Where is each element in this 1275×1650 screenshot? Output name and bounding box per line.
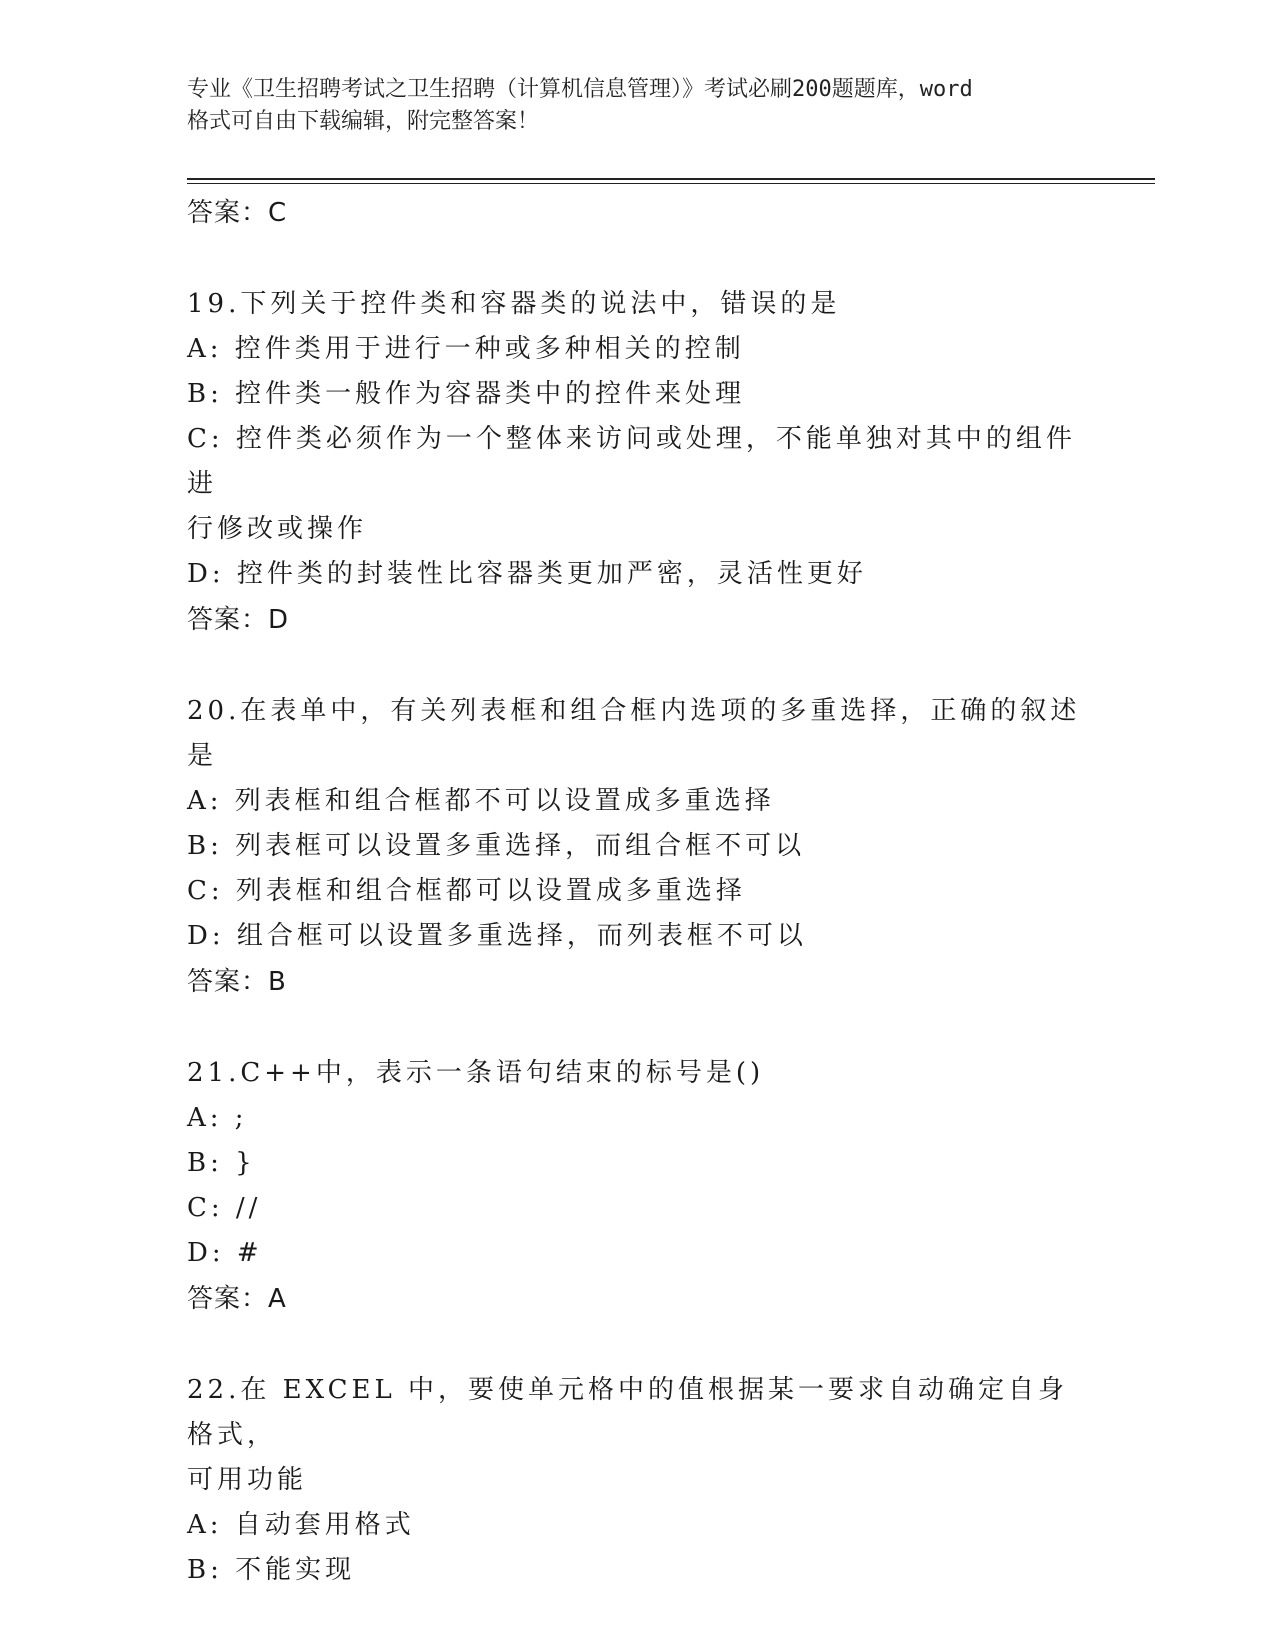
option-b: B: 控件类一般作为容器类中的控件来处理 xyxy=(187,379,746,409)
header-rule-thin xyxy=(187,183,1155,184)
option-d: D: 组合框可以设置多重选择，而列表框不可以 xyxy=(187,921,807,951)
option-c: C: 列表框和组合框都可以设置成多重选择 xyxy=(187,876,746,906)
answer-line: 答案：D xyxy=(187,605,290,635)
option-c-continued: 行修改或操作 xyxy=(187,514,368,544)
answer-line: 答案：C xyxy=(187,198,288,228)
answer-line: 答案：B xyxy=(187,967,287,997)
question-block xyxy=(187,1051,1087,1322)
spacer xyxy=(187,236,1087,282)
option-d: D: 控件类的封装性比容器类更加严密，灵活性更好 xyxy=(187,559,867,589)
spacer xyxy=(187,643,1087,689)
question-stem: 22.在 EXCEL 中，要使单元格中的值根据某一要求自动确定自身格式， xyxy=(187,1375,1069,1450)
document-header xyxy=(187,74,1087,138)
option-c: C: 控件类必须作为一个整体来访问或处理，不能单独对其中的组件进 xyxy=(187,424,1076,499)
header-line-1: 专业《卫生招聘考试之卫生招聘（计算机信息管理）》考试必刷200题题库，word xyxy=(187,77,973,102)
question-block xyxy=(187,1368,1087,1593)
option-a: A: 自动套用格式 xyxy=(187,1510,415,1540)
question-stem-continued: 可用功能 xyxy=(187,1465,308,1495)
question-block xyxy=(187,282,1087,643)
question-stem: 20.在表单中，有关列表框和组合框内选项的多重选择，正确的叙述是 xyxy=(187,696,1081,771)
answer-line: 答案：A xyxy=(187,1284,287,1314)
option-b: B: 列表框可以设置多重选择，而组合框不可以 xyxy=(187,831,806,861)
option-a: A: 控件类用于进行一种或多种相关的控制 xyxy=(187,334,745,364)
header-line-2: 格式可自由下载编辑，附完整答案！ xyxy=(187,109,540,134)
option-b: B: } xyxy=(187,1148,256,1178)
question-stem: 21.C++中，表示一条语句结束的标号是() xyxy=(187,1058,765,1088)
header-rule-thick xyxy=(187,178,1155,180)
spacer xyxy=(187,1322,1087,1368)
option-c: C: // xyxy=(187,1193,262,1223)
option-d: D: # xyxy=(187,1238,263,1268)
question-list xyxy=(187,190,1087,1593)
spacer xyxy=(187,1005,1087,1051)
question-stem: 19.下列关于控件类和容器类的说法中，错误的是 xyxy=(187,289,841,319)
question-block xyxy=(187,689,1087,1005)
option-a: A: 列表框和组合框都不可以设置成多重选择 xyxy=(187,786,775,816)
option-b: B: 不能实现 xyxy=(187,1555,356,1585)
option-a: A: ; xyxy=(187,1103,248,1133)
